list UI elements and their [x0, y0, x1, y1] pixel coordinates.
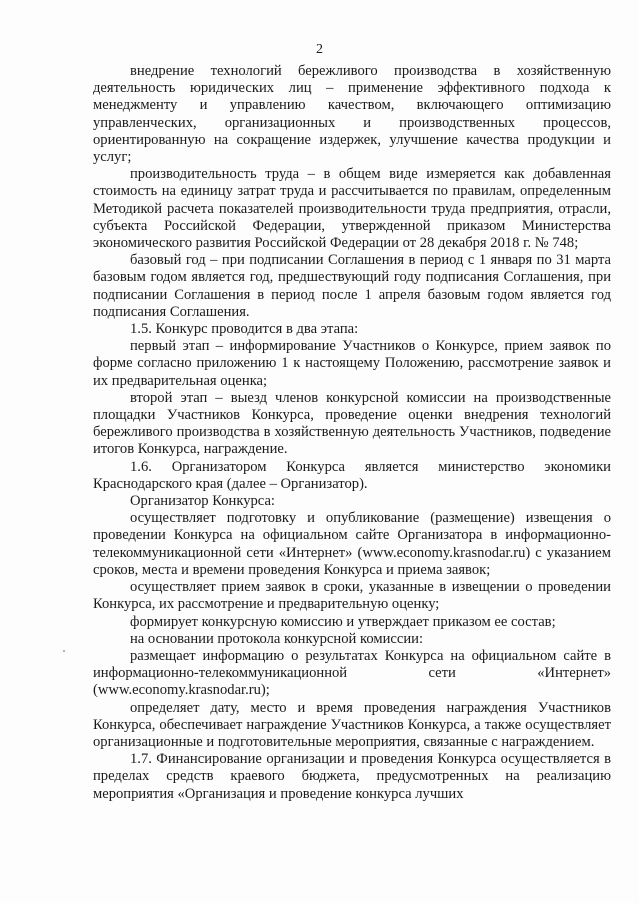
paragraph-organizer-heading: Организатор Конкурса: [130, 493, 275, 510]
paragraph-second-stage: второй этап – выезд членов конкурсной комиссии на производственные площадки Участников Конкурса, проведение оценки внедрения технологий бережливого производства в хозяйственную деятельность Участников, подведение итогов Конкурса, награждение. [93, 389, 611, 458]
paragraph-award-ceremony: определяет дату, место и время проведения награждения Участников Конкурса, обеспечивает награждение Участников Конкурса, а также осуществляет организационные и подготовительные мероприятия, связанные с награждением. [93, 699, 611, 750]
scan-speck [63, 650, 65, 652]
paragraph-base-year-definition: базовый год – при подписании Соглашения в период с 1 января по 31 марта базовым годом является год, предшествующий году подписания Соглашения, при подписании Соглашения в период после 1 апреля базовым годом является год подписания Соглашения. [93, 252, 611, 320]
paragraph-forms-commission: формирует конкурсную комиссию и утверждает приказом ее состав; [130, 613, 556, 630]
page-number: 2 [316, 42, 323, 57]
paragraph-based-on-protocol: на основании протокола конкурсной комиссии: [130, 630, 424, 647]
paragraph-1-6-organizer: 1.6. Организатором Конкурса является министерство экономики Краснодарского края (далее – Организатор). [93, 458, 611, 492]
paragraph-lean-production-definition: внедрение технологий бережливого производства в хозяйственную деятельность юридических лиц – применение эффективного подхода к менеджменту и управлению качеством, включающего оптимизацию управленческих, организационных и производственных процессов, ориентированную на сокращение издержек, улучшение качества продукции и услуг; [93, 63, 611, 166]
paragraph-publishes-notice: осуществляет подготовку и опубликование (размещение) извещения о проведении Конкурса на официальном сайте Организатора в информационно-телекоммуникационной сети «Интернет» (www.economy.krasnodar.ru) с указанием сроков, места и времени проведения Конкурса и приема заявок; [93, 510, 611, 578]
document-body [93, 63, 611, 803]
paragraph-accepts-applications: осуществляет прием заявок в сроки, указанные в извещении о проведении Конкурса, их рассмотрение и предварительную оценку; [93, 579, 611, 613]
paragraph-1-5-stages: 1.5. Конкурс проводится в два этапа: [130, 321, 359, 338]
paragraph-labor-productivity-definition: производительность труда – в общем виде измеряется как добавленная стоимость на единицу затрат труда и рассчитывается по правилам, определенным Методикой расчета показателей производительности труда предприятия, отрасли, субъекта Российской Федерации, утвержденной приказом Министерства экономического развития Российской Федерации от 28 декабря 2018 г. № 748; [93, 166, 611, 252]
paragraph-publishes-results: размещает информацию о результатах Конкурса на официальном сайте в информационно-телекоммуникационной сети «Интернет» (www.economy.krasnodar.ru); [93, 647, 611, 699]
paragraph-first-stage: первый этап – информирование Участников о Конкурсе, прием заявок по форме согласно приложению 1 к настоящему Положению, рассмотрение заявок и их предварительная оценка; [93, 338, 611, 389]
paragraph-1-7-financing: 1.7. Финансирование организации и проведения Конкурса осуществляется в пределах средств краевого бюджета, предусмотренных на реализацию мероприятия «Организация и проведение конкурса лучших [93, 751, 611, 802]
